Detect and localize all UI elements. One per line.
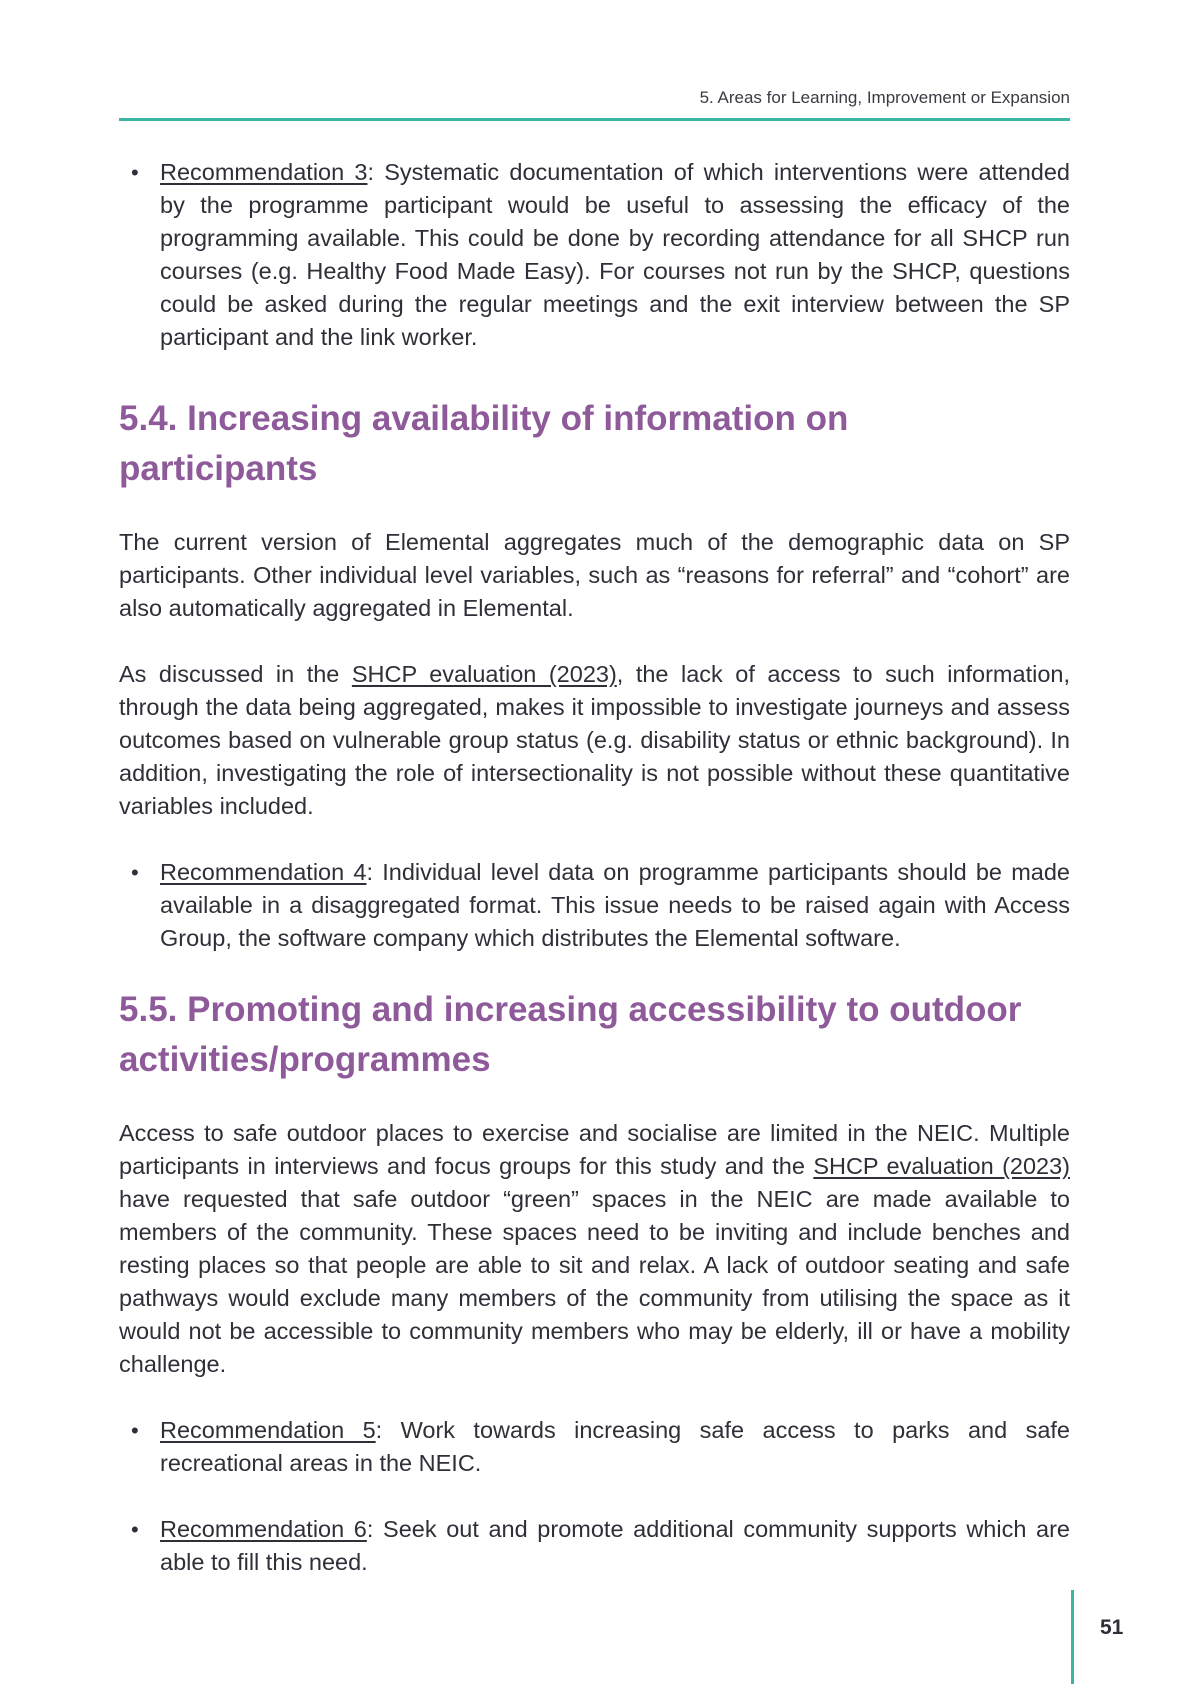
section-5-4-paragraph-2 [119, 658, 1070, 823]
recommendation-list-4 [119, 856, 1070, 955]
paragraph-text: have requested that safe outdoor “green” spaces in the NEIC are made available to members of the community. These spaces need to be inviting and include benches and resting places so that people are able to sit and relax. A lack of outdoor seating and safe pathways would exclude many members of the community from utilising the space as it would not be accessible to community members who may be elderly, ill or have a mobility challenge. [119, 1186, 1070, 1377]
recommendation-3-label: Recommendation 3 [160, 159, 368, 185]
shcp-evaluation-link[interactable]: SHCP evaluation (2023) [813, 1153, 1070, 1179]
section-5-4-heading: 5.4. Increasing availability of information on participants [119, 399, 849, 488]
recommendation-list-5-6 [119, 1414, 1070, 1579]
recommendation-5-label: Recommendation 5 [160, 1417, 376, 1443]
recommendation-3 [119, 156, 1070, 354]
recommendation-6-text: : Seek out and promote additional community supports which are able to fill this need. [160, 1516, 1071, 1575]
page-content [119, 156, 1070, 1609]
header-divider [119, 118, 1070, 121]
recommendation-4 [119, 856, 1070, 955]
recommendation-4-text: : Individual level data on programme participants should be made available in a disaggregated format. This issue needs to be raised again with Access Group, the software company which distributes the Elemental software. [160, 859, 1070, 951]
section-5-5-paragraph-1 [119, 1117, 1070, 1381]
section-5-5-heading: 5.5. Promoting and increasing accessibility to outdoor activities/programmes [119, 990, 1022, 1079]
running-header: 5. Areas for Learning, Improvement or Expansion [699, 88, 1070, 107]
section-5-4-paragraph-1: The current version of Elemental aggregates much of the demographic data on SP participants. Other individual level variables, such as “reasons for referral” and “cohort” are also automatically aggregated in Elemental. [119, 529, 1070, 621]
page-number: 51 [1100, 1616, 1124, 1639]
paragraph-text: As discussed in the [119, 661, 352, 687]
paragraph-text: Access to safe outdoor places to exercise and socialise are limited in the NEIC. Multiple participants in interviews and focus groups for this study and the [119, 1120, 1070, 1179]
page-number-bar [1071, 1590, 1074, 1684]
recommendation-4-label: Recommendation 4 [160, 859, 367, 885]
recommendation-6-label: Recommendation 6 [160, 1516, 367, 1542]
paragraph-text: , the lack of access to such information, through the data being aggregated, makes it impossible to investigate journeys and assess outcomes based on vulnerable group status (e.g. disability status or ethnic background). In addition, investigating the role of intersectionality is not possible without these quantitative variables included. [119, 661, 1070, 819]
recommendation-6 [119, 1513, 1070, 1579]
shcp-evaluation-link[interactable]: SHCP evaluation (2023) [351, 661, 617, 687]
recommendation-5 [119, 1414, 1070, 1480]
recommendation-5-text: : Work towards increasing safe access to parks and safe recreational areas in the NEIC. [160, 1417, 1070, 1476]
recommendation-3-text: : Systematic documentation of which interventions were attended by the programme participant would be useful to assessing the efficacy of the programming available. This could be done by recording attendance for all SHCP run courses (e.g. Healthy Food Made Easy). For courses not run by the SHCP, questions could be asked during the regular meetings and the exit interview between the SP participant and the link worker. [160, 159, 1070, 350]
recommendation-list-3 [119, 156, 1070, 354]
